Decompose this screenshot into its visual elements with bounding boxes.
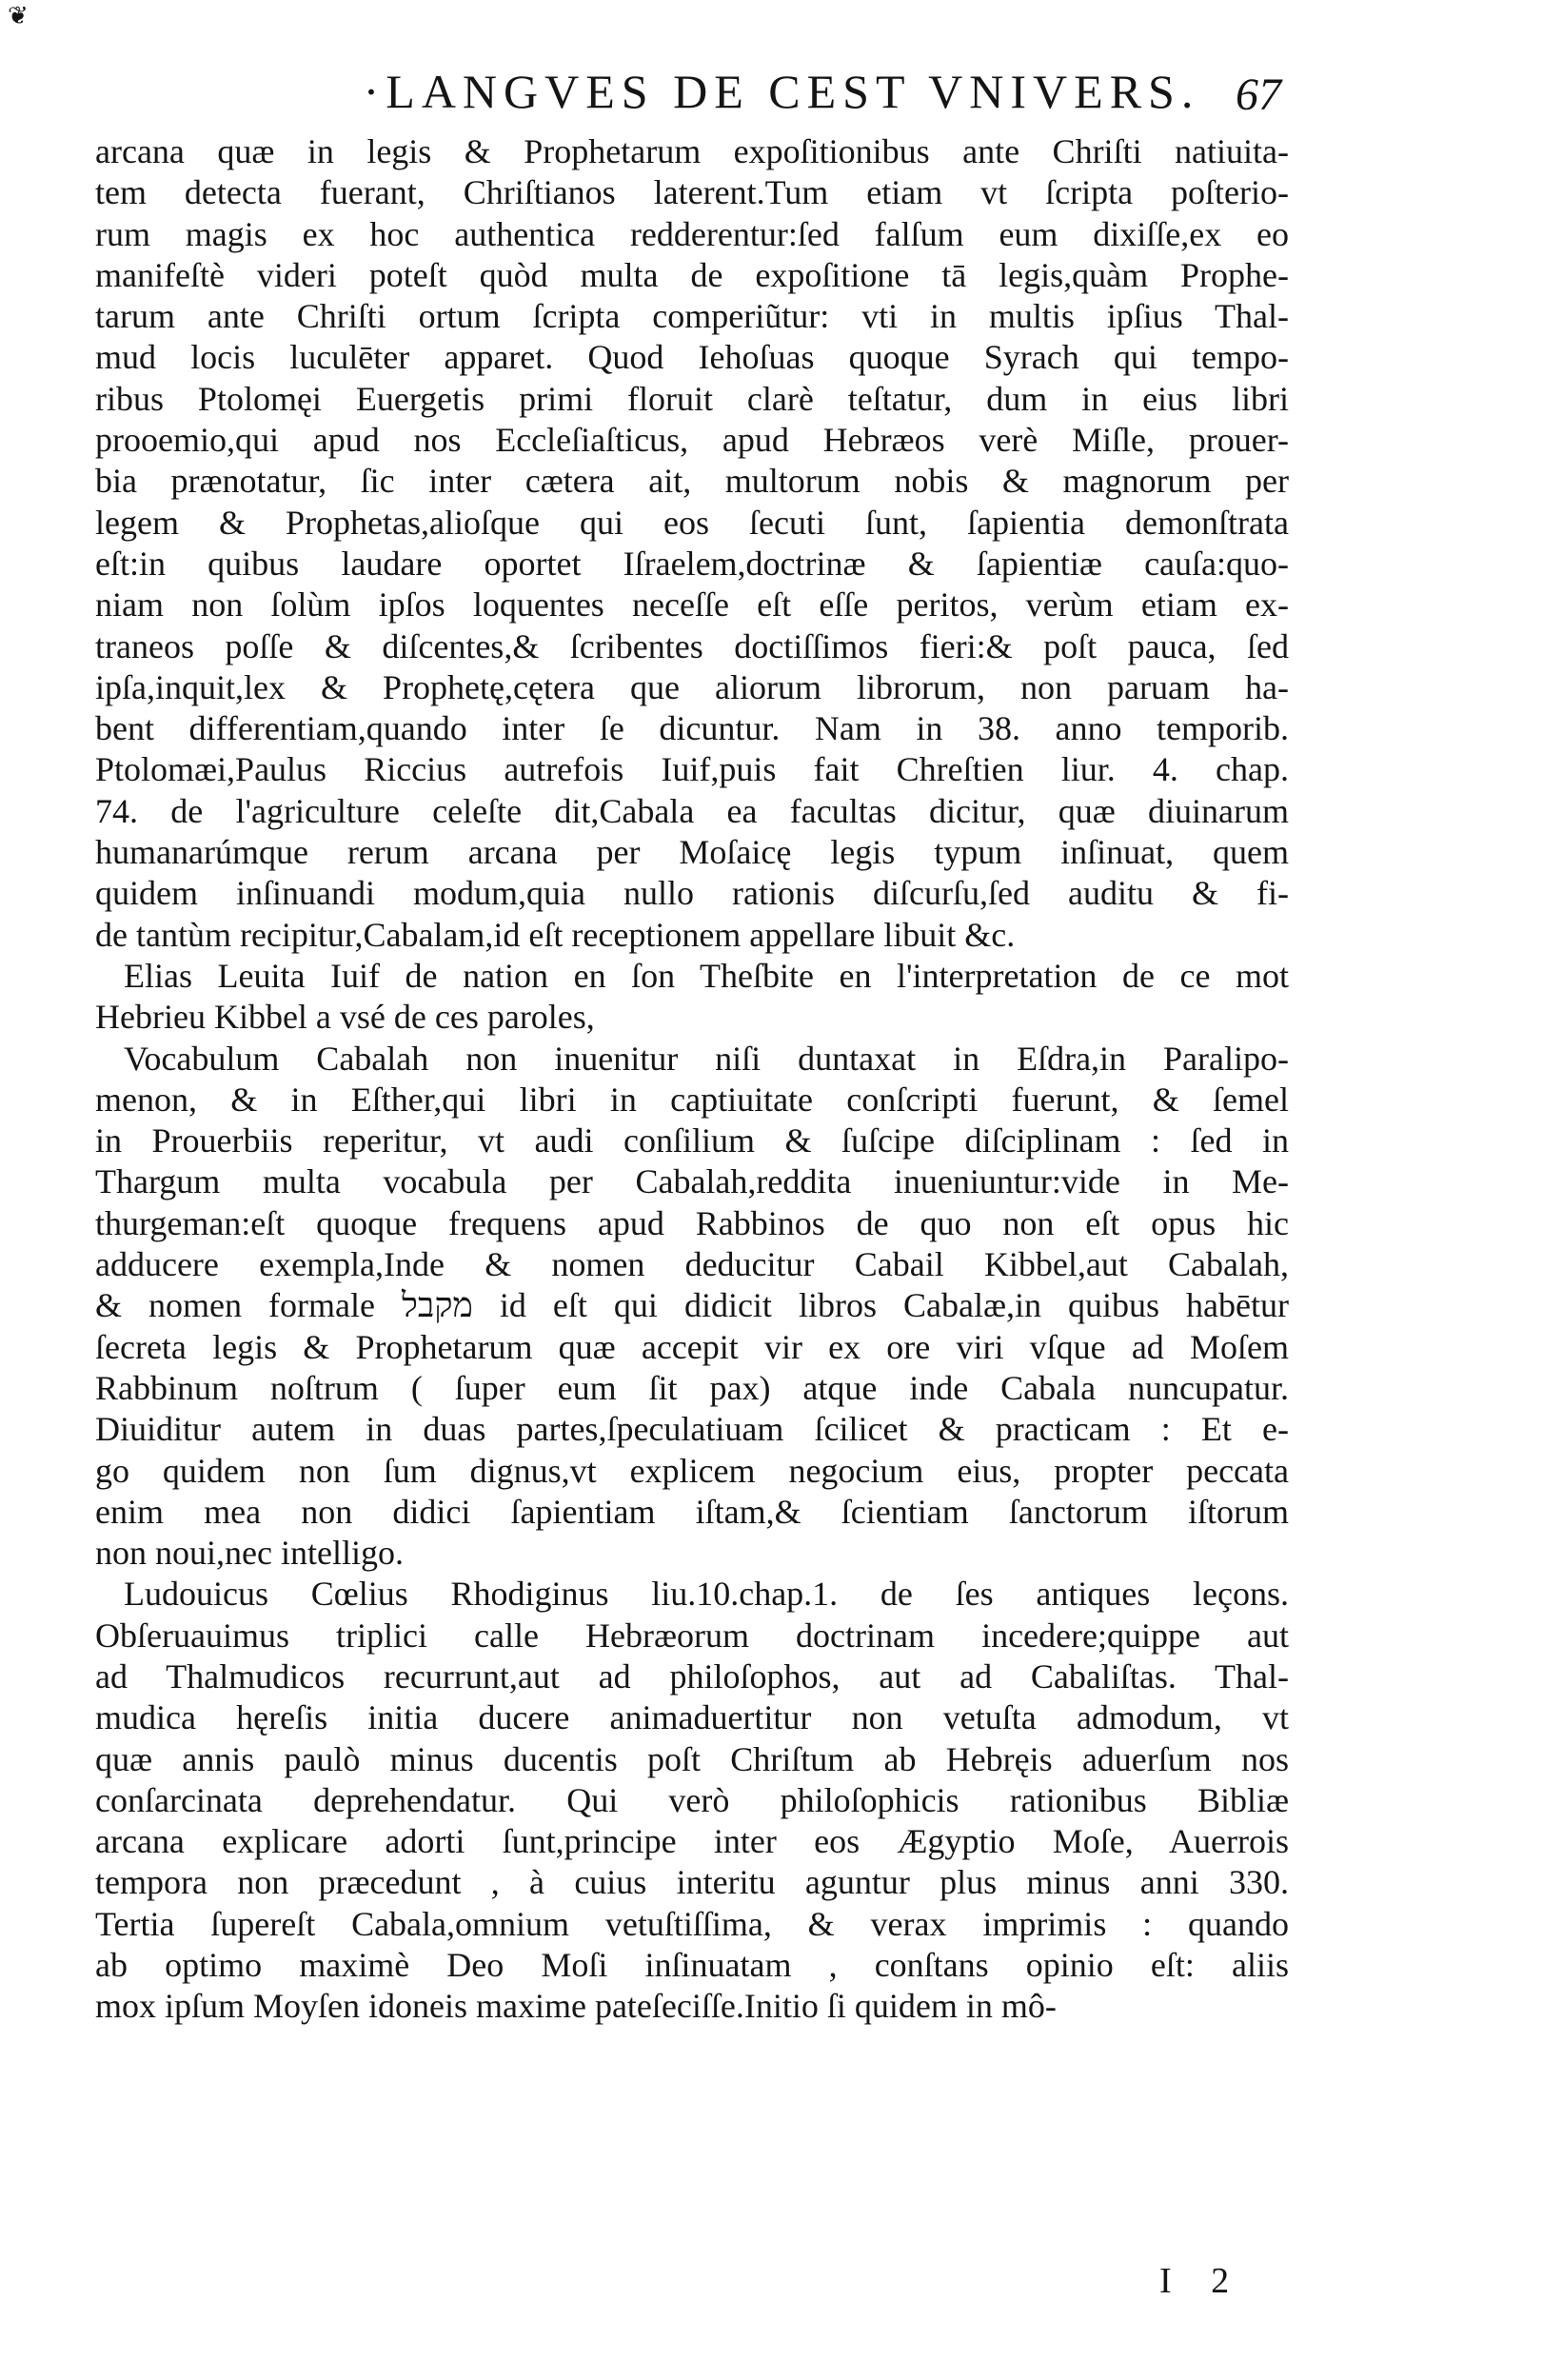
text-line: menon, & in Eſther,qui libri in captiuitate conſcripti fuerunt, & ſemel	[95, 1080, 1289, 1119]
text-line: ab optimo maximè Deo Moſi inſinuatam , conſtans opinio eſt: aliis	[95, 1946, 1289, 1985]
text-line: Tertia ſupereſt Cabala,omnium vetuſtiſſima, & verax imprimis : quando	[95, 1904, 1289, 1943]
text-line: Obſeruauimus triplici calle Hebræorum doctrinam incedere;quippe aut	[95, 1616, 1289, 1655]
text-line: quidem inſinuandi modum,quia nullo rationis diſcurſu,ſed auditu & fi-	[95, 874, 1289, 913]
page-header	[0, 63, 1563, 120]
text-line: Elias Leuita Iuif de nation en ſon Theſbite en l'interpretation de ce mot	[124, 956, 1289, 995]
text-line: rum magis ex hoc authentica redderentur:ſed falſum eum dixiſſe,ex eo	[95, 214, 1289, 253]
text-line: niam non ſolùm ipſos loquentes neceſſe eſt eſſe peritos, verùm etiam ex-	[95, 585, 1289, 625]
text-line: Thargum multa vocabula per Cabalah,reddita inueniuntur:vide in Me-	[95, 1162, 1289, 1201]
text-line: arcana quæ in legis & Prophetarum expoſitionibus ante Chriſti natiuita-	[95, 132, 1289, 170]
body-text	[95, 131, 1289, 2028]
text-line: non noui,nec intelligo.	[95, 1534, 404, 1573]
page-number: 67	[1236, 69, 1281, 120]
text-line: Hebrieu Kibbel a vsé de ces paroles,	[95, 998, 595, 1037]
text-line: Ptolomæi,Paulus Riccius autrefois Iuif,puis fait Chreſtien liur. 4. chap.	[95, 750, 1289, 789]
text-line: enim mea non didici ſapientiam iſtam,& ſcientiam ſanctorum iſtorum	[95, 1492, 1289, 1531]
text-line: legem & Prophetas,alioſque qui eos ſecuti ſunt, ſapientia demonſtrata	[95, 503, 1289, 542]
text-line: ſecreta legis & Prophetarum quæ accepit vir ex ore viri vſque ad Moſem	[95, 1327, 1289, 1366]
text-line: manifeſtè videri poteſt quòd multa de expoſitione tā legis,quàm Prophe-	[95, 255, 1289, 294]
text-line: ribus Ptolomęi Euergetis primi floruit clarè teſtatur, dum in eius libri	[95, 379, 1289, 418]
text-line: tempora non præcedunt , à cuius interitu aguntur plus minus anni 330.	[95, 1863, 1289, 1902]
text-line: Vocabulum Cabalah non inuenitur niſi duntaxat in Eſdra,in Paralipo-	[124, 1039, 1289, 1078]
text-line: humanarúmque rerum arcana per Moſaicę legis typum inſinuat, quem	[95, 833, 1289, 872]
text-line: bia prænotatur, ſic inter cætera ait, multorum nobis & magnorum per	[95, 462, 1289, 501]
text-line: in Prouerbiis reperitur, vt audi conſilium & ſuſcipe diſciplinam : ſed in	[95, 1121, 1289, 1160]
paragraph	[95, 956, 1289, 1039]
text-line: adducere exempla,Inde & nomen deducitur Cabail Kibbel,aut Cabalah,	[95, 1245, 1289, 1284]
text-line: bent differentiam,quando inter ſe dicuntur. Nam in 38. anno temporib.	[95, 709, 1289, 748]
text-line: ad Thalmudicos recurrunt,aut ad philoſophos, aut ad Cabaliſtas. Thal-	[95, 1656, 1289, 1696]
text-line: ipſa,inquit,lex & Prophetę,cętera que aliorum librorum, non paruam ha-	[95, 667, 1289, 706]
text-line: eſt:in quibus laudare oportet Iſraelem,doctrinæ & ſapientiæ cauſa:quo-	[95, 544, 1289, 583]
printer-mark: ❦	[8, 2, 29, 30]
text-line: & nomen formale מקבל id eſt qui didicit libros Cabalæ,in quibus habētur	[95, 1286, 1289, 1325]
text-line: thurgeman:eſt quoque frequens apud Rabbinos de quo non eſt opus hic	[95, 1203, 1289, 1242]
text-line: Rabbinum noſtrum ( ſuper eum ſit pax) atque inde Cabala nuncupatur.	[95, 1368, 1289, 1407]
signature-mark: I 2	[1159, 2261, 1245, 2301]
text-line: 74. de l'agriculture celeſte dit,Cabala ea facultas dicitur, quæ diuinarum	[95, 791, 1289, 830]
paragraph	[95, 131, 1289, 956]
text-line: go quidem non ſum dignus,vt explicem negocium eius, propter peccata	[95, 1451, 1289, 1490]
text-line: traneos poſſe & diſcentes,& ſcribentes doctiſſimos fieri:& poſt pauca, ſed	[95, 626, 1289, 665]
text-line: conſarcinata deprehendatur. Qui verò philoſophicis rationibus Bibliæ	[95, 1780, 1289, 1819]
text-line: tem detecta fuerant, Chriſtianos laterent.Tum etiam vt ſcripta poſterio-	[95, 173, 1289, 212]
text-line: Diuiditur autem in duas partes,ſpeculatiuam ſcilicet & practicam : Et e-	[95, 1410, 1289, 1449]
text-line: mox ipſum Moyſen idoneis maxime pateſeciſſe.Initio ſi quidem in mô-	[95, 1987, 1057, 2026]
text-line: de tantùm recipitur,Cabalam,id eſt receptionem appellare libuit &c.	[95, 915, 1016, 954]
paragraph	[95, 1039, 1289, 1575]
text-line: mud locis luculēter apparet. Quod Iehoſuas quoque Syrach qui tempo-	[95, 338, 1289, 377]
paragraph	[95, 1574, 1289, 2027]
text-line: mudica hęreſis initia ducere animaduertitur non vetuſta admodum, vt	[95, 1698, 1289, 1737]
running-title: ·LANGVES DE CEST VNIVERS.	[363, 65, 1200, 118]
text-line: prooemio,qui apud nos Eccleſiaſticus, apud Hebræos verè Miſle, prouer-	[95, 421, 1289, 460]
text-line: arcana explicare adorti ſunt,principe inter eos Ægyptio Moſe, Auerrois	[95, 1822, 1289, 1861]
text-line: Ludouicus Cœlius Rhodiginus liu.10.chap.1. de ſes antiques leçons.	[124, 1575, 1289, 1614]
text-line: tarum ante Chriſti ortum ſcripta comperiũtur: vti in multis ipſius Thal-	[95, 297, 1289, 336]
text-line: quæ annis paulò minus ducentis poſt Chriſtum ab Hebręis aduerſum nos	[95, 1739, 1289, 1778]
